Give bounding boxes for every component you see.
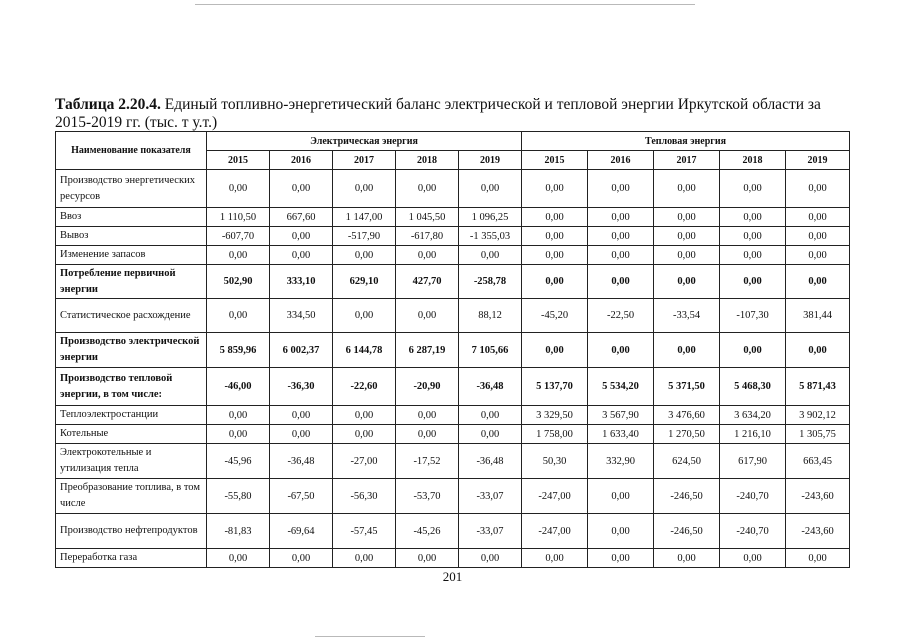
value-cell: 0,00 xyxy=(654,208,720,227)
value-cell: -46,00 xyxy=(207,368,270,406)
table-row xyxy=(56,406,850,425)
value-cell: -69,64 xyxy=(270,514,333,549)
value-cell: 0,00 xyxy=(522,265,588,299)
header-year: 2015 xyxy=(207,151,270,170)
value-cell: 3 329,50 xyxy=(522,406,588,425)
value-cell: -67,50 xyxy=(270,479,333,514)
table-row xyxy=(56,514,850,549)
value-cell: 333,10 xyxy=(270,265,333,299)
value-cell: 0,00 xyxy=(459,549,522,568)
value-cell: 0,00 xyxy=(333,170,396,208)
value-cell: -240,70 xyxy=(720,479,786,514)
value-cell: 0,00 xyxy=(459,425,522,444)
value-cell: 1 216,10 xyxy=(720,425,786,444)
value-cell: -27,00 xyxy=(333,444,396,479)
value-cell: 0,00 xyxy=(207,406,270,425)
value-cell: 5 859,96 xyxy=(207,333,270,368)
value-cell: 0,00 xyxy=(720,246,786,265)
value-cell: 0,00 xyxy=(588,170,654,208)
value-cell: 0,00 xyxy=(270,549,333,568)
value-cell: 0,00 xyxy=(588,227,654,246)
value-cell: 1 305,75 xyxy=(786,425,850,444)
bottom-rule xyxy=(315,636,425,637)
table-caption xyxy=(55,96,855,132)
value-cell: 0,00 xyxy=(588,246,654,265)
value-cell: -247,00 xyxy=(522,479,588,514)
value-cell: 0,00 xyxy=(459,246,522,265)
table-caption-text: Единый топливно-энергетический баланс электрической и тепловой энергии Иркутской области за 2015-2019 гг. (тыс. т у.т.) xyxy=(55,96,821,131)
value-cell: 50,30 xyxy=(522,444,588,479)
value-cell: 0,00 xyxy=(333,406,396,425)
value-cell: 0,00 xyxy=(786,549,850,568)
value-cell: 0,00 xyxy=(588,208,654,227)
header-group-electric: Электрическая энергия xyxy=(207,132,522,151)
value-cell: 3 634,20 xyxy=(720,406,786,425)
header-year: 2015 xyxy=(522,151,588,170)
value-cell: -22,50 xyxy=(588,299,654,333)
value-cell: 0,00 xyxy=(720,549,786,568)
value-cell: 0,00 xyxy=(333,425,396,444)
value-cell: 0,00 xyxy=(720,227,786,246)
row-label: Производство электрической энергии xyxy=(56,333,207,368)
value-cell: -243,60 xyxy=(786,479,850,514)
row-label: Производство нефтепродуктов xyxy=(56,514,207,549)
value-cell: 617,90 xyxy=(720,444,786,479)
value-cell: 663,45 xyxy=(786,444,850,479)
page-number: 201 xyxy=(442,569,463,584)
value-cell: 1 758,00 xyxy=(522,425,588,444)
value-cell: 0,00 xyxy=(654,333,720,368)
value-cell: -36,48 xyxy=(459,444,522,479)
value-cell: -247,00 xyxy=(522,514,588,549)
value-cell: -36,48 xyxy=(270,444,333,479)
value-cell: 1 633,40 xyxy=(588,425,654,444)
value-cell: 3 476,60 xyxy=(654,406,720,425)
value-cell: 6 002,37 xyxy=(270,333,333,368)
value-cell: 0,00 xyxy=(654,170,720,208)
value-cell: 5 871,43 xyxy=(786,368,850,406)
table-row xyxy=(56,227,850,246)
value-cell: -246,50 xyxy=(654,479,720,514)
value-cell: -17,52 xyxy=(396,444,459,479)
table-row xyxy=(56,444,850,479)
value-cell: 0,00 xyxy=(654,549,720,568)
value-cell: 0,00 xyxy=(396,406,459,425)
value-cell: 0,00 xyxy=(396,549,459,568)
energy-balance-table xyxy=(55,131,850,568)
value-cell: 0,00 xyxy=(522,333,588,368)
value-cell: 381,44 xyxy=(786,299,850,333)
value-cell: -57,45 xyxy=(333,514,396,549)
value-cell: 332,90 xyxy=(588,444,654,479)
value-cell: 0,00 xyxy=(720,170,786,208)
header-year: 2017 xyxy=(333,151,396,170)
header-year: 2019 xyxy=(459,151,522,170)
value-cell: -81,83 xyxy=(207,514,270,549)
value-cell: 0,00 xyxy=(270,170,333,208)
table-row xyxy=(56,246,850,265)
value-cell: 0,00 xyxy=(786,170,850,208)
table-caption-label: Таблица 2.20.4. xyxy=(55,96,161,113)
row-label: Ввоз xyxy=(56,208,207,227)
row-label: Производство энергетических ресурсов xyxy=(56,170,207,208)
value-cell: 0,00 xyxy=(654,265,720,299)
value-cell: 0,00 xyxy=(207,170,270,208)
value-cell: 0,00 xyxy=(786,227,850,246)
value-cell: 502,90 xyxy=(207,265,270,299)
table-row xyxy=(56,208,850,227)
header-year: 2016 xyxy=(588,151,654,170)
value-cell: 3 902,12 xyxy=(786,406,850,425)
header-year: 2019 xyxy=(786,151,850,170)
value-cell: 7 105,66 xyxy=(459,333,522,368)
value-cell: 0,00 xyxy=(270,425,333,444)
value-cell: -243,60 xyxy=(786,514,850,549)
value-cell: 88,12 xyxy=(459,299,522,333)
value-cell: -246,50 xyxy=(654,514,720,549)
value-cell: -1 355,03 xyxy=(459,227,522,246)
header-year: 2016 xyxy=(270,151,333,170)
value-cell: -56,30 xyxy=(333,479,396,514)
header-group-heat: Тепловая энергия xyxy=(522,132,850,151)
value-cell: -20,90 xyxy=(396,368,459,406)
value-cell: -617,80 xyxy=(396,227,459,246)
value-cell: 0,00 xyxy=(522,170,588,208)
value-cell: 624,50 xyxy=(654,444,720,479)
value-cell: -36,48 xyxy=(459,368,522,406)
header-indicator-name: Наименование показателя xyxy=(56,132,207,170)
value-cell: 0,00 xyxy=(207,549,270,568)
table-row xyxy=(56,425,850,444)
value-cell: 667,60 xyxy=(270,208,333,227)
value-cell: -517,90 xyxy=(333,227,396,246)
value-cell: 629,10 xyxy=(333,265,396,299)
header-year: 2018 xyxy=(720,151,786,170)
row-label: Статистическое расхождение xyxy=(56,299,207,333)
value-cell: 0,00 xyxy=(270,406,333,425)
value-cell: 0,00 xyxy=(786,265,850,299)
header-year: 2018 xyxy=(396,151,459,170)
value-cell: 1 270,50 xyxy=(654,425,720,444)
value-cell: 0,00 xyxy=(522,208,588,227)
table-row xyxy=(56,299,850,333)
value-cell: 5 468,30 xyxy=(720,368,786,406)
value-cell: 0,00 xyxy=(720,265,786,299)
value-cell: 0,00 xyxy=(333,549,396,568)
value-cell: 0,00 xyxy=(396,246,459,265)
value-cell: 0,00 xyxy=(588,549,654,568)
top-rule xyxy=(195,4,695,5)
table-row xyxy=(56,333,850,368)
value-cell: 0,00 xyxy=(654,227,720,246)
value-cell: 0,00 xyxy=(786,208,850,227)
table-row xyxy=(56,170,850,208)
row-label: Электрокотельные и утилизация тепла xyxy=(56,444,207,479)
value-cell: 0,00 xyxy=(786,246,850,265)
value-cell: -607,70 xyxy=(207,227,270,246)
row-label: Котельные xyxy=(56,425,207,444)
header-year: 2017 xyxy=(654,151,720,170)
row-label: Теплоэлектростанции xyxy=(56,406,207,425)
value-cell: 0,00 xyxy=(522,549,588,568)
value-cell: 0,00 xyxy=(588,479,654,514)
value-cell: 0,00 xyxy=(522,227,588,246)
value-cell: 0,00 xyxy=(654,246,720,265)
value-cell: 3 567,90 xyxy=(588,406,654,425)
value-cell: 1 110,50 xyxy=(207,208,270,227)
value-cell: 0,00 xyxy=(588,333,654,368)
value-cell: 1 147,00 xyxy=(333,208,396,227)
value-cell: 0,00 xyxy=(396,299,459,333)
value-cell: -258,78 xyxy=(459,265,522,299)
value-cell: 5 534,20 xyxy=(588,368,654,406)
value-cell: -36,30 xyxy=(270,368,333,406)
row-label: Переработка газа xyxy=(56,549,207,568)
value-cell: 0,00 xyxy=(396,170,459,208)
value-cell: 0,00 xyxy=(207,246,270,265)
value-cell: 0,00 xyxy=(459,406,522,425)
row-label: Производство тепловой энергии, в том числе: xyxy=(56,368,207,406)
value-cell: 0,00 xyxy=(588,265,654,299)
value-cell: 0,00 xyxy=(333,299,396,333)
value-cell: -33,54 xyxy=(654,299,720,333)
value-cell: 0,00 xyxy=(270,227,333,246)
value-cell: 0,00 xyxy=(720,333,786,368)
value-cell: 1 096,25 xyxy=(459,208,522,227)
value-cell: -240,70 xyxy=(720,514,786,549)
value-cell: 5 371,50 xyxy=(654,368,720,406)
table-row xyxy=(56,265,850,299)
table-row xyxy=(56,479,850,514)
value-cell: 334,50 xyxy=(270,299,333,333)
value-cell: -53,70 xyxy=(396,479,459,514)
row-label: Потребление первичной энергии xyxy=(56,265,207,299)
value-cell: 0,00 xyxy=(207,425,270,444)
value-cell: 1 045,50 xyxy=(396,208,459,227)
value-cell: -33,07 xyxy=(459,514,522,549)
value-cell: 0,00 xyxy=(333,246,396,265)
value-cell: 0,00 xyxy=(396,425,459,444)
value-cell: -45,26 xyxy=(396,514,459,549)
value-cell: 0,00 xyxy=(720,208,786,227)
value-cell: 0,00 xyxy=(270,246,333,265)
value-cell: 6 144,78 xyxy=(333,333,396,368)
value-cell: 0,00 xyxy=(522,246,588,265)
value-cell: 0,00 xyxy=(459,170,522,208)
row-label: Преобразование топлива, в том числе xyxy=(56,479,207,514)
value-cell: 0,00 xyxy=(207,299,270,333)
value-cell: -45,96 xyxy=(207,444,270,479)
value-cell: -22,60 xyxy=(333,368,396,406)
table-row xyxy=(56,368,850,406)
value-cell: -33,07 xyxy=(459,479,522,514)
value-cell: -55,80 xyxy=(207,479,270,514)
value-cell: 6 287,19 xyxy=(396,333,459,368)
value-cell: 0,00 xyxy=(588,514,654,549)
value-cell: -107,30 xyxy=(720,299,786,333)
value-cell: 5 137,70 xyxy=(522,368,588,406)
row-label: Вывоз xyxy=(56,227,207,246)
value-cell: 0,00 xyxy=(786,333,850,368)
value-cell: -45,20 xyxy=(522,299,588,333)
value-cell: 427,70 xyxy=(396,265,459,299)
row-label: Изменение запасов xyxy=(56,246,207,265)
table-row xyxy=(56,549,850,568)
